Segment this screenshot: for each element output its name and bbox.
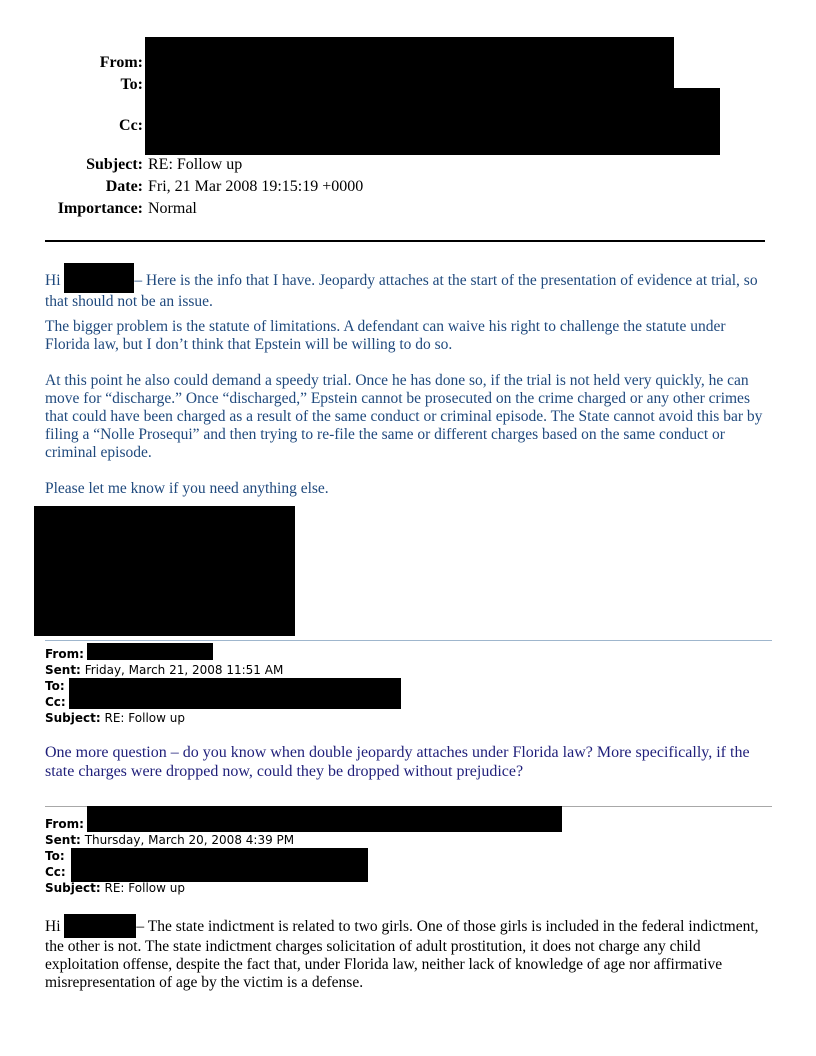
quoted2-to: To:: [45, 849, 65, 863]
subject-value: RE: Follow up: [148, 156, 243, 173]
redaction-quoted2-to-cc: [71, 848, 368, 882]
reply-paragraph-2: The bigger problem is the statute of limitations. A defendant can waive his right to challenge the statute under Florida law, but I don’t think that Epstein will be willing to do so.: [45, 318, 726, 353]
reply-paragraph-1: [45, 263, 770, 311]
quoted2-body: [45, 914, 770, 992]
quoted1-from: From:: [45, 647, 84, 661]
quoted2-subject: Subject: RE: Follow up: [45, 881, 185, 895]
quoted1-subject: Subject: RE: Follow up: [45, 711, 185, 725]
quoted1-sent: Sent: Friday, March 21, 2008 11:51 AM: [45, 663, 284, 677]
quoted2-sent: Sent: Thursday, March 20, 2008 4:39 PM: [45, 833, 295, 847]
reply-paragraph-1-text: – Here is the info that I have. Jeopardy attaches at the start of the presentation of evidence at trial, so that should not be an issue.: [45, 272, 758, 310]
redaction-quoted2-from: [87, 806, 562, 832]
quoted1-cc: Cc:: [45, 695, 66, 709]
redaction-signature: [34, 506, 295, 636]
importance-value: Normal: [148, 200, 197, 217]
quoted2-body-text: – The state indictment is related to two girls. One of those girls is included in the federal indictment, the other is not. The state indictment charges solicitation of adult prostitution, it does not charge any child exploitation offense, despite the fact that, under Florida law, neither lack of knowledge of age nor affirmative misrepresentation of age by the victim is a defense.: [45, 918, 759, 991]
quoted1-body: One more question – do you know when double jeopardy attaches under Florida law? More specifically, if the state charges were dropped now, could they be dropped without prejudice?: [45, 744, 750, 780]
redaction-cc: [145, 88, 720, 155]
reply-greeting: Hi: [45, 272, 65, 289]
quoted2-greeting: Hi: [45, 918, 65, 935]
importance-label: Importance:: [57, 200, 143, 217]
reply-paragraph-3: At this point he also could demand a speedy trial. Once he has done so, if the trial is not held very quickly, he can move for “discharge.” Once “discharged,” Epstein cannot be prosecuted on the crime charged or any other crimes that could have been charged as a result of the same conduct or criminal episode. The State cannot avoid this bar by filing a “Nolle Prosequi” and then trying to re-file the same or different charges based on the same conduct or criminal episode.: [45, 372, 763, 461]
quoted2-from: From:: [45, 817, 84, 831]
subject-label: Subject:: [86, 156, 143, 173]
redaction-quoted2-name: [64, 914, 136, 938]
header-divider: [45, 240, 765, 242]
redaction-quoted1-to-cc: [69, 678, 401, 709]
reply-paragraph-4: Please let me know if you need anything else.: [45, 480, 329, 497]
redaction-from-to: [145, 37, 674, 89]
cc-label: Cc:: [119, 117, 143, 134]
quoted1-to: To:: [45, 679, 65, 693]
to-label: To:: [120, 76, 143, 93]
date-label: Date:: [105, 178, 143, 195]
redaction-quoted1-from: [87, 643, 213, 660]
quoted2-cc: Cc:: [45, 865, 66, 879]
from-label: From:: [99, 54, 143, 71]
date-value: Fri, 21 Mar 2008 19:15:19 +0000: [148, 178, 364, 195]
quoted1-divider: [45, 640, 772, 641]
redaction-name: [64, 263, 134, 293]
